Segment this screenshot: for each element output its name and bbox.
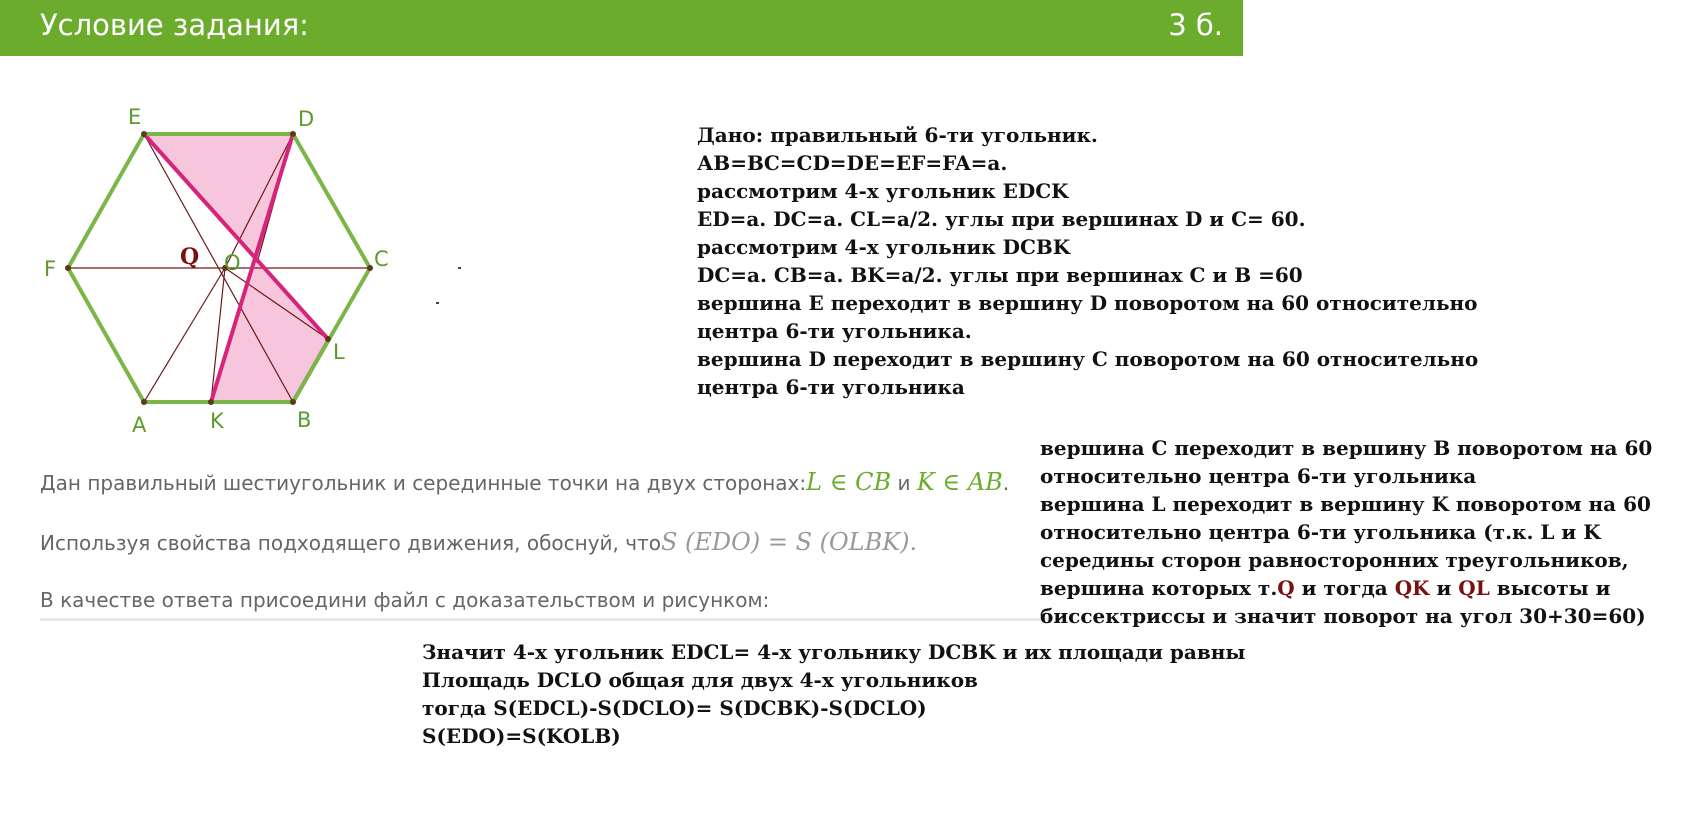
red-label-qk: QK	[1394, 576, 1430, 600]
solution-line: тогда S(EDCL)-S(DCLO)= S(DCBK)-S(DCLO)	[422, 696, 927, 720]
vertex-label-c: C	[374, 247, 389, 271]
points-badge: 3 б.	[1168, 8, 1223, 42]
vertex-label-e: E	[128, 105, 142, 129]
solution-text: и тогда	[1294, 576, 1395, 600]
solution-text: и	[1429, 576, 1459, 600]
stray-mark	[458, 267, 461, 269]
hexagon-figure	[0, 90, 420, 440]
task-line-3	[40, 588, 769, 612]
solution-line: рассмотрим 4-х угольник EDCK	[697, 179, 1069, 203]
solution-line: вершина D переходит в вершину С поворотом на 60 относительно	[697, 347, 1479, 371]
task-text: и	[891, 471, 917, 495]
solution-given	[697, 121, 1478, 401]
task-line-2	[40, 528, 917, 556]
solution-line: Дано: правильный 6-ти угольник.	[697, 123, 1098, 147]
solution-line: S(EDO)=S(KOLB)	[422, 724, 621, 748]
header-title: Условие задания:	[40, 8, 309, 42]
vertex-label-d: D	[298, 107, 315, 131]
solution-rotation	[1040, 434, 1652, 630]
solution-line: ED=a. DC=a. CL=a/2. углы при вершинах D и С= 60.	[697, 207, 1306, 231]
red-label-q: Q	[1277, 576, 1295, 600]
vertex-label-b: B	[297, 408, 312, 432]
math-l-in-cb: L ∈ CB	[806, 468, 892, 496]
solution-line: центра 6-ти угольника.	[697, 319, 972, 343]
math-k-in-ab: K ∈ AB	[916, 468, 1003, 496]
solution-line: Площадь DCLO общая для двух 4-х угольников	[422, 668, 978, 692]
vertex-label-k: K	[210, 409, 224, 433]
quad-edcl-fill	[144, 134, 293, 263]
solution-line: вершина Е переходит в вершину D поворотом на 60 относительно	[697, 291, 1478, 315]
task-header	[0, 0, 1243, 56]
vertex-label-o: O	[224, 251, 241, 275]
vertex-label-f: F	[44, 257, 57, 281]
task-text: Используя свойства подходящего движения, обоснуй, что	[40, 531, 661, 555]
solution-text: вершина которых т.	[1040, 576, 1278, 600]
red-label-ql: QL	[1458, 576, 1490, 600]
solution-line: Значит 4-х угольник EDCL= 4-х угольнику DCBK и их площади равны	[422, 640, 1246, 664]
vertex-label-l: L	[333, 340, 345, 364]
task-text: .	[1002, 471, 1010, 495]
task-text: В качестве ответа присоедини файл с доказательством и рисунком:	[40, 588, 770, 612]
stray-mark	[436, 302, 439, 304]
solution-conclusion	[422, 638, 1245, 750]
solution-line: рассмотрим 4-х угольник DCBK	[697, 235, 1071, 259]
solution-line: вершина L переходит в вершину K поворотом на 60	[1040, 492, 1651, 516]
point-label-q: Q	[180, 244, 200, 270]
solution-line: относительно центра 6-ти угольника (т.к. L и K	[1040, 520, 1601, 544]
solution-line	[1040, 574, 1652, 602]
solution-text: высоты и	[1489, 576, 1611, 600]
task-line-1	[40, 468, 1009, 496]
solution-line: DC=a. CB=a. BK=a/2. углы при вершинах С и В =60	[697, 263, 1303, 287]
task-text: Дан правильный шестиугольник и серединные точки на двух сторонах:	[40, 471, 807, 495]
solution-line: относительно центра 6-ти угольника	[1040, 464, 1477, 488]
vertex-label-a: A	[132, 413, 147, 437]
solution-line: АВ=ВС=СD=DE=EF=FA=a.	[697, 151, 1008, 175]
solution-line: вершина С переходит в вершину В поворотом на 60	[1040, 436, 1653, 460]
math-area-equality: S (EDO) = S (OLBK).	[660, 528, 918, 556]
solution-line: середины сторон равносторонних треугольников,	[1040, 548, 1629, 572]
solution-line: центра 6-ти угольника	[697, 375, 965, 399]
divider	[40, 618, 1050, 621]
solution-line: биссектриссы и значит поворот на угол 30+30=60)	[1040, 604, 1646, 628]
